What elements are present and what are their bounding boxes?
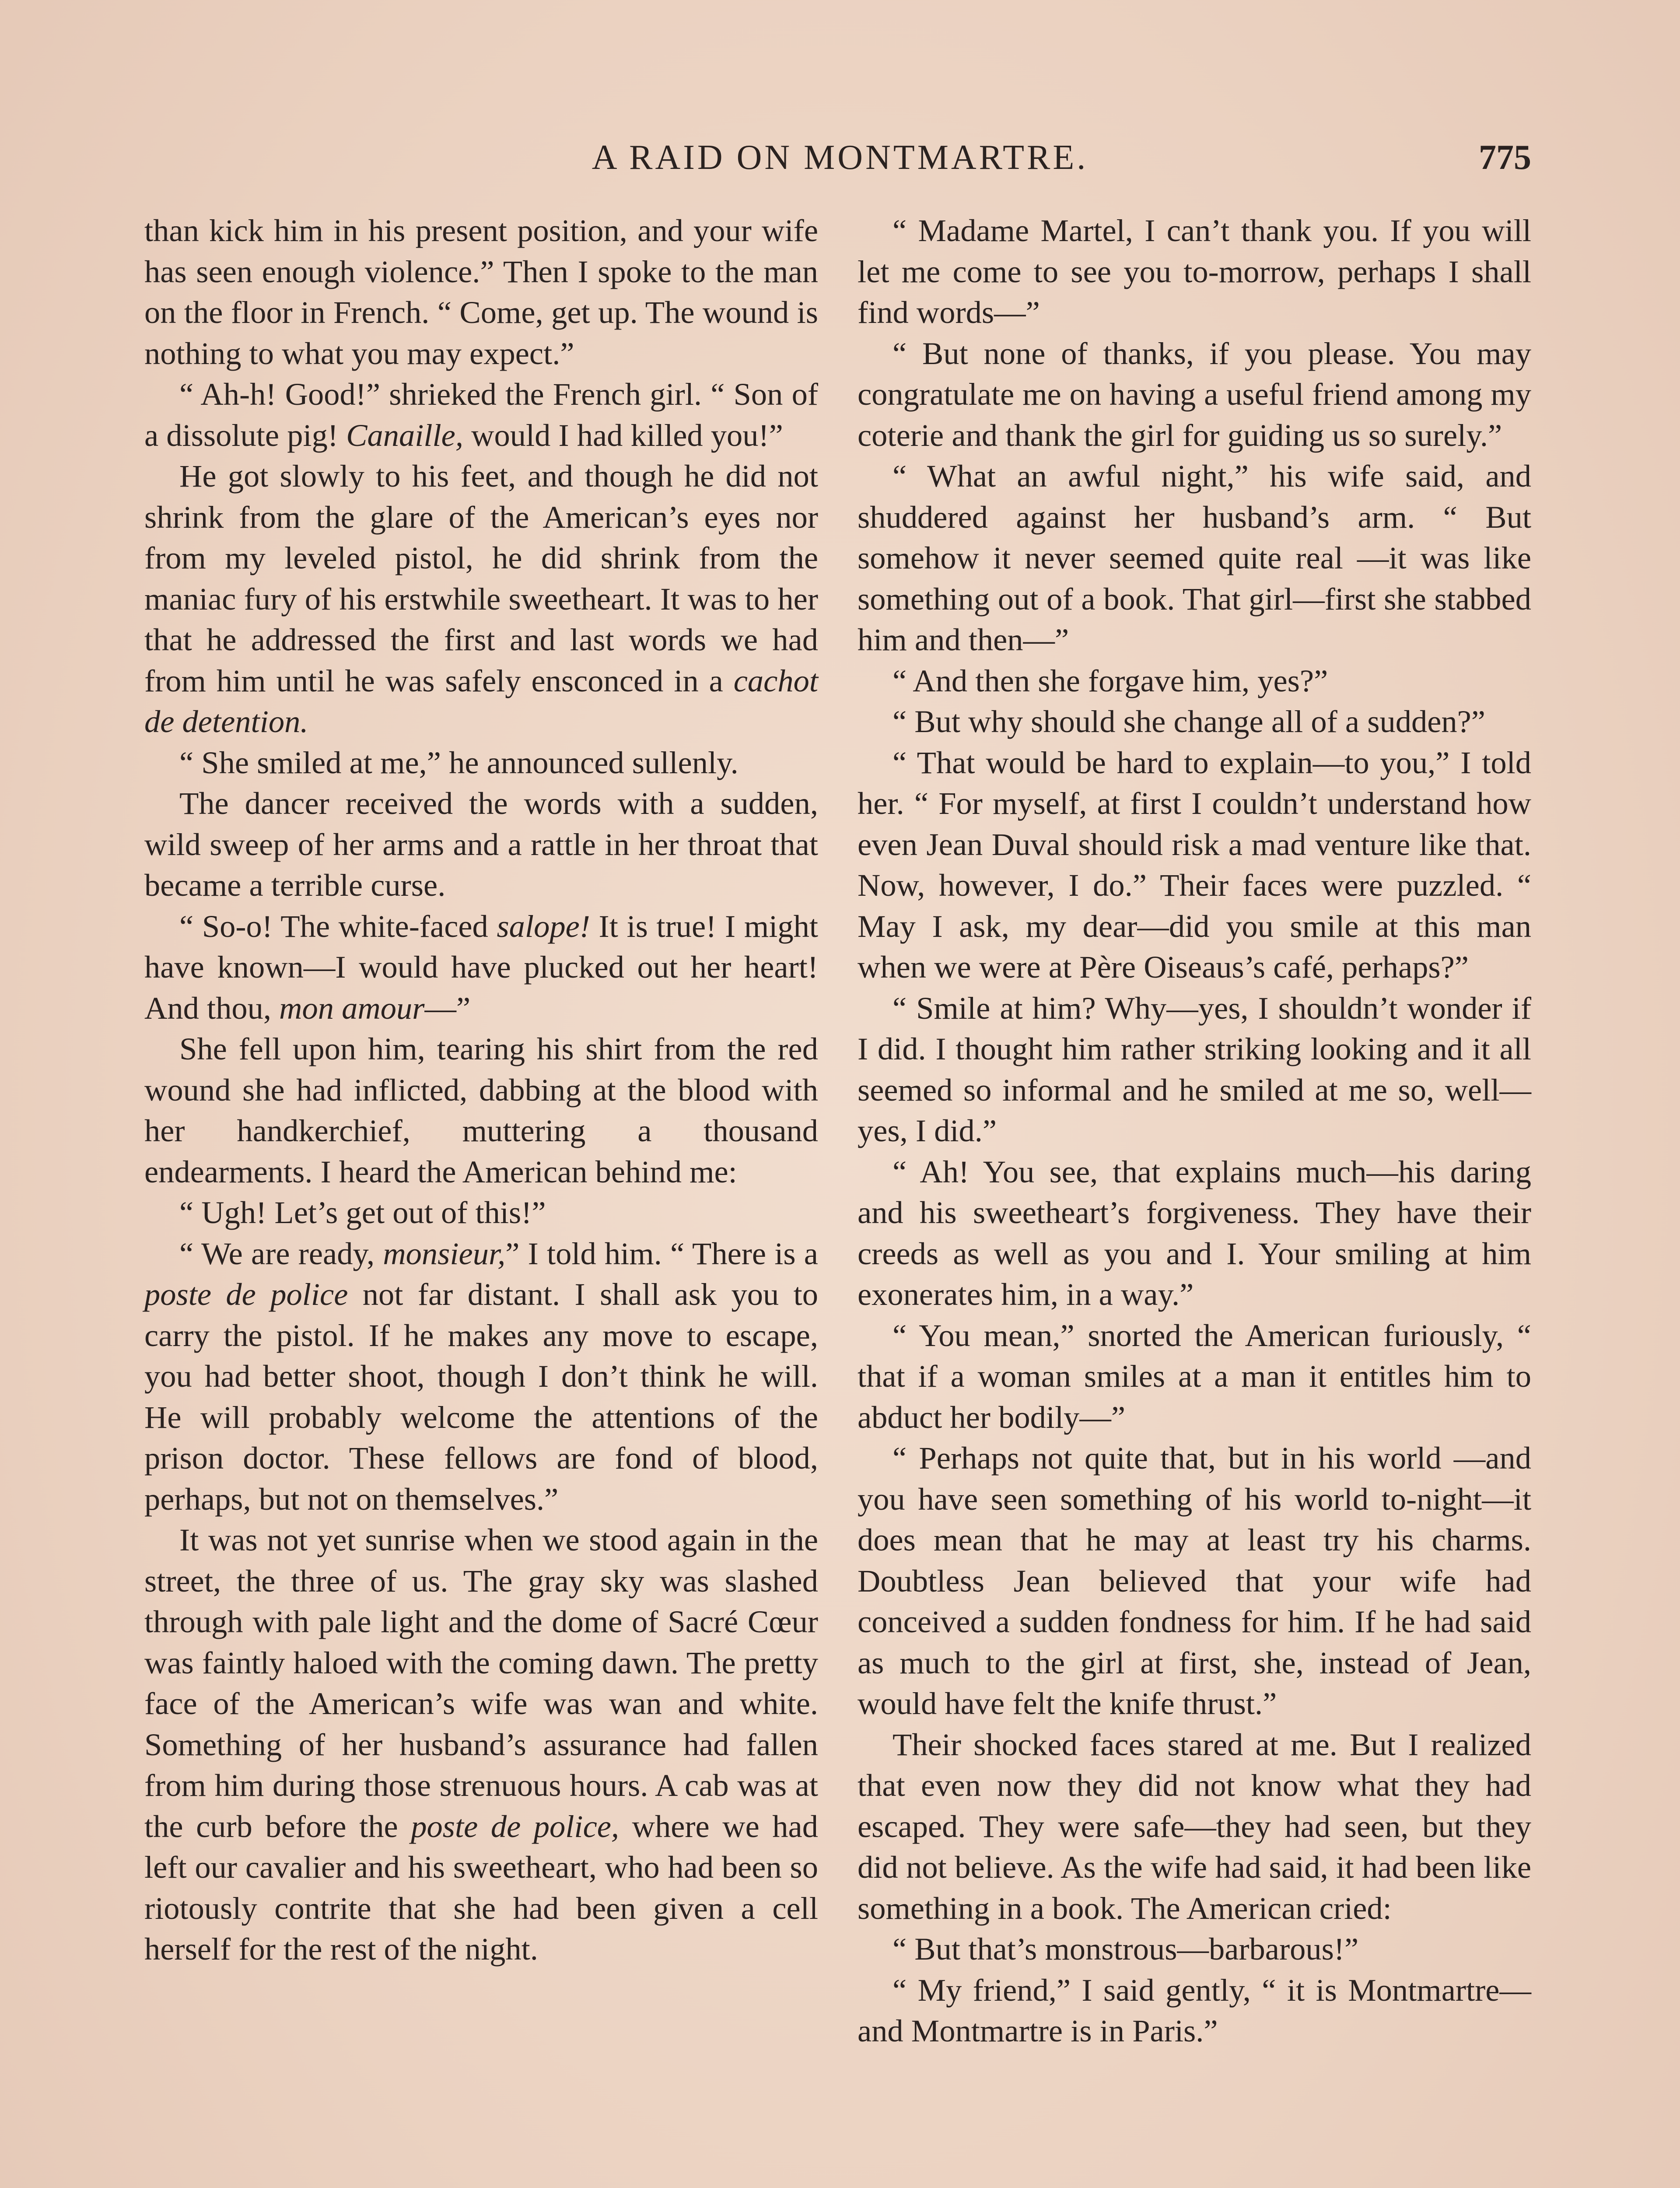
paragraph — [144, 456, 818, 742]
paragraph — [858, 1724, 1531, 1929]
text-run: “ Perhaps not quite that, but in his world —and you have seen something of his world to-night—it does mean that he may at least try his charms. Doubtless Jean believed that your wife had conceived a sudden fondness for him. If he had said as much to the girl at first, she, instead of Jean, would have felt the knife thrust.” — [858, 1440, 1531, 1721]
text-run: “ But none of thanks, if you please. You may congratulate me on having a useful friend among my coterie and thank the girl for guiding us so surely.” — [858, 335, 1531, 453]
paragraph — [858, 456, 1531, 660]
italic-text: cachot de detention. — [144, 663, 818, 739]
text-run: “ Madame Martel, I can’t thank you. If you will let me come to see you to-morrow, perhaps I shall find words—” — [858, 213, 1531, 330]
paragraph — [144, 906, 818, 1029]
paragraph — [858, 1151, 1531, 1315]
left-text-column — [144, 210, 818, 1970]
paragraph — [144, 1192, 818, 1233]
text-run: He got slowly to his feet, and though he did not shrink from the glare of the American’s eyes nor from my leveled pistol, he did shrink from the maniac fury of his erstwhile sweetheart. It was to her that he addressed the first and last words we had from him until he was safely ensconced in a — [144, 458, 818, 698]
text-run: “ Ah! You see, that explains much—his daring and his sweetheart’s forgiveness. They have their creeds as well as you and I. Your smiling at him exonerates him, in a way.” — [858, 1154, 1531, 1312]
italic-text: poste de police, — [411, 1808, 620, 1844]
paragraph — [144, 1028, 818, 1192]
running-title: A RAID ON MONTMARTRE. — [592, 138, 1088, 177]
text-run: “ So-o! The white-faced — [179, 908, 497, 944]
paragraph — [858, 1438, 1531, 1724]
paragraph — [144, 742, 818, 783]
text-run: “ Smile at him? Why—yes, I shouldn’t wonder if I did. I thought him rather striking looking and it all seemed so informal and he smiled at me so, well—yes, I did.” — [858, 990, 1531, 1148]
text-run: “ That would be hard to explain—to you,” I told her. “ For myself, at first I couldn’t understand how even Jean Duval should risk a mad venture like that. Now, however, I do.” Their faces were puzzled. “ May I ask, my dear—did you smile at this man when we were at Père Oiseaus’s café, perhaps?” — [858, 744, 1531, 985]
paragraph — [858, 1929, 1531, 1970]
paragraph — [144, 210, 818, 374]
paragraph — [858, 660, 1531, 701]
text-run: “ Ugh! Let’s get out of this!” — [179, 1195, 546, 1230]
text-run: “ She smiled at me,” he announced sullenly. — [179, 744, 738, 780]
paragraph — [144, 1233, 818, 1520]
paragraph — [858, 742, 1531, 988]
paragraph — [858, 333, 1531, 456]
text-run: She fell upon him, tearing his shirt from the red wound she had inflicted, dabbing at the blood with her handkerchief, muttering a thousand endearments. I heard the American behind me: — [144, 1031, 818, 1189]
text-run: It was not yet sunrise when we stood again in the street, the three of us. The gray sky was slashed through with pale light and the dome of Sacré Cœur was faintly haloed with the coming dawn. The pretty face of the American’s wife was wan and white. Something of her husband’s assurance had fallen from him during those strenuous hours. A cab was at the curb before the — [144, 1522, 818, 1844]
paragraph — [858, 1970, 1531, 2051]
text-run: “ We are ready, — [179, 1235, 383, 1271]
text-run: —” — [424, 990, 471, 1026]
text-run: “ Ah-h! Good!” shrieked the French girl. “ Son of a dissolute pig! — [144, 376, 818, 453]
text-run: “ What an awful night,” his wife said, and shuddered against her husband’s arm. “ But somehow it never seemed quite real —it was like something out of a book. That girl—first she stabbed him and then—” — [858, 458, 1531, 657]
text-run: Their shocked faces stared at me. But I realized that even now they did not know what they had escaped. They were safe—they had seen, but they did not believe. As the wife had said, it had been like something in a book. The American cried: — [858, 1726, 1531, 1926]
text-run: It is true! I might have known—I would have plucked out her heart! And thou, — [144, 908, 819, 1026]
right-text-column — [858, 210, 1531, 2051]
italic-text: Canaille, — [346, 417, 463, 453]
text-run: ” I told him. “ There is a — [505, 1235, 818, 1271]
paragraph — [144, 783, 818, 906]
text-run: than kick him in his present position, and your wife has seen enough violence.” Then I spoke to the man on the floor in French. “ Come, get up. The wound is nothing to what you may expect.” — [144, 213, 818, 371]
page-number: 775 — [1479, 138, 1531, 177]
paragraph — [144, 1519, 818, 1970]
text-run: would I had killed you!” — [463, 417, 783, 453]
text-run: “ And then she forgave him, yes?” — [892, 663, 1328, 698]
text-run: “ But why should she change all of a sudden?” — [892, 704, 1485, 739]
running-head — [149, 131, 1531, 184]
text-run: not far distant. I shall ask you to carry the pistol. If he makes any move to escape, you had better shoot, though I don’t think he will. He will probably welcome the attentions of the prison doctor. These fellows are fond of blood, perhaps, but not on themselves.” — [144, 1276, 818, 1517]
paragraph — [858, 210, 1531, 333]
paragraph — [858, 988, 1531, 1151]
text-run: “ You mean,” snorted the American furiously, “ that if a woman smiles at a man it entitles him to abduct her bodily—” — [858, 1317, 1531, 1435]
italic-text: mon amour — [279, 990, 425, 1026]
text-run: “ My friend,” I said gently, “ it is Montmartre—and Montmartre is in Paris.” — [858, 1972, 1531, 2048]
paragraph — [858, 1315, 1531, 1438]
italic-text: salope! — [497, 908, 590, 944]
paragraph — [144, 374, 818, 456]
text-run: where we had left our cavalier and his sweetheart, who had been so riotously contrite that she had been given a cell herself for the rest of the night. — [144, 1808, 818, 1967]
text-run: “ But that’s monstrous—barbarous!” — [892, 1931, 1359, 1967]
italic-text: monsieur, — [383, 1235, 506, 1271]
italic-text: poste de police — [144, 1276, 348, 1312]
text-run: The dancer received the words with a sudden, wild sweep of her arms and a rattle in her throat that became a terrible curse. — [144, 785, 818, 903]
paragraph — [858, 701, 1531, 742]
